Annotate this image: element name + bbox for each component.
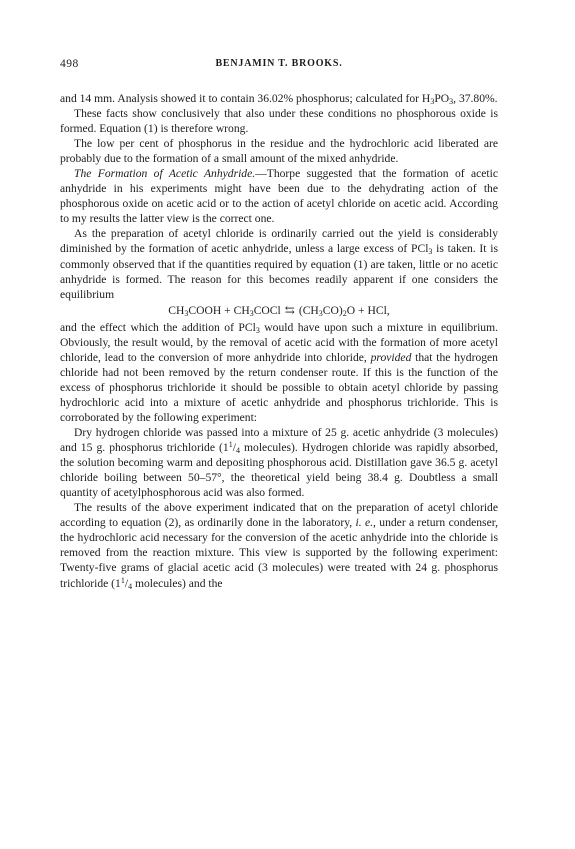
equilibrium-arrow-icon: ⇆ <box>284 302 295 317</box>
paragraph-2: These facts show conclusively that also under these conditions no phosphorous oxide is formed. Equation (1) is therefore wrong. <box>60 107 498 136</box>
paragraph-6: and the effect which the addition of PCl$_3$ would have upon such a mixture in equilibrium. Obviously, the result would, by the removal of acetic acid with the formation of more acetyl chloride, lead to the conversion of more anhydride into chloride, provided that the hydrogen chloride had not been removed by the return condenser route. If this is the function of the excess of phosphorus trichloride it should be possible to obtain acetyl chloride by passing hydrochloric acid into a mixture of acetic anhydride and phosphorus trichloride. This is corroborated by the following experiment: <box>60 320 499 424</box>
equilibrium-equation: $CH_3COOH$ + $CH_3COCl$ ⇆ $(CH_3CO)_2O$ + HCl, <box>168 302 390 318</box>
page-header <box>60 58 498 74</box>
paragraph-3: The low per cent of phosphorus in the residue and the hydrochloric acid liberated are probably due to the formation of a small amount of the mixed anhydride. <box>60 137 498 166</box>
paragraph-4: The Formation of Acetic Anhydride.—Thorpe suggested that the formation of acetic anhydride in his experiments might have been due to the dehydrating action of the phosphorous oxide on acetic acid or to the action of acetyl chloride on acetic acid. According to my results the latter view is the correct one. <box>60 167 498 226</box>
paragraph-7: Dry hydrogen chloride was passed into a mixture of 25 g. acetic anhydride (3 molecules) and 15 g. phosphorus trichloride ($1^1/_4$ molecules). Hydrogen chloride was rapidly absorbed, the solution becoming warm and depositing phosphorous acid. Distillation gave 36.5 g. acetyl chloride boiling between 50–57°, the theoretical yield being 38.4 g. Doubtless a small quantity of acetylphosphorous acid was also formed. <box>60 426 499 500</box>
running-head: BENJAMIN T. BROOKS. <box>215 58 343 69</box>
paragraph-1: and 14 mm. Analysis showed it to contain 36.02% phosphorus; calculated for $H_3PO_3$, 37.80%. <box>60 92 498 106</box>
page-number: 498 <box>60 58 79 70</box>
article-body <box>60 91 498 591</box>
section-title: The Formation of Acetic Anhydride. <box>74 167 256 181</box>
paragraph-8: The results of the above experiment indicated that on the preparation of acetyl chloride according to equation (2), as ordinarily done in the laboratory, i. e., under a return condenser, the hydrochloric acid necessary for the conversion of the acetic anhydride into the chloride is removed from the reaction mixture. This view is supported by the following experiment: Twenty-five grams of glacial acetic acid (3 molecules) were treated with 24 g. phosphorus trichloride ($1^1/_4$ molecules) and the <box>60 501 499 591</box>
paragraph-5: As the preparation of acetyl chloride is ordinarily carried out the yield is considerably diminished by the formation of acetic anhydride, unless a large excess of PCl$_3$ is taken. It is commonly observed that if the quantities required by equation (1) are taken, little or no acetic anhydride is formed. The reason for this becomes readily apparent if one considers the equilibrium <box>60 227 498 301</box>
